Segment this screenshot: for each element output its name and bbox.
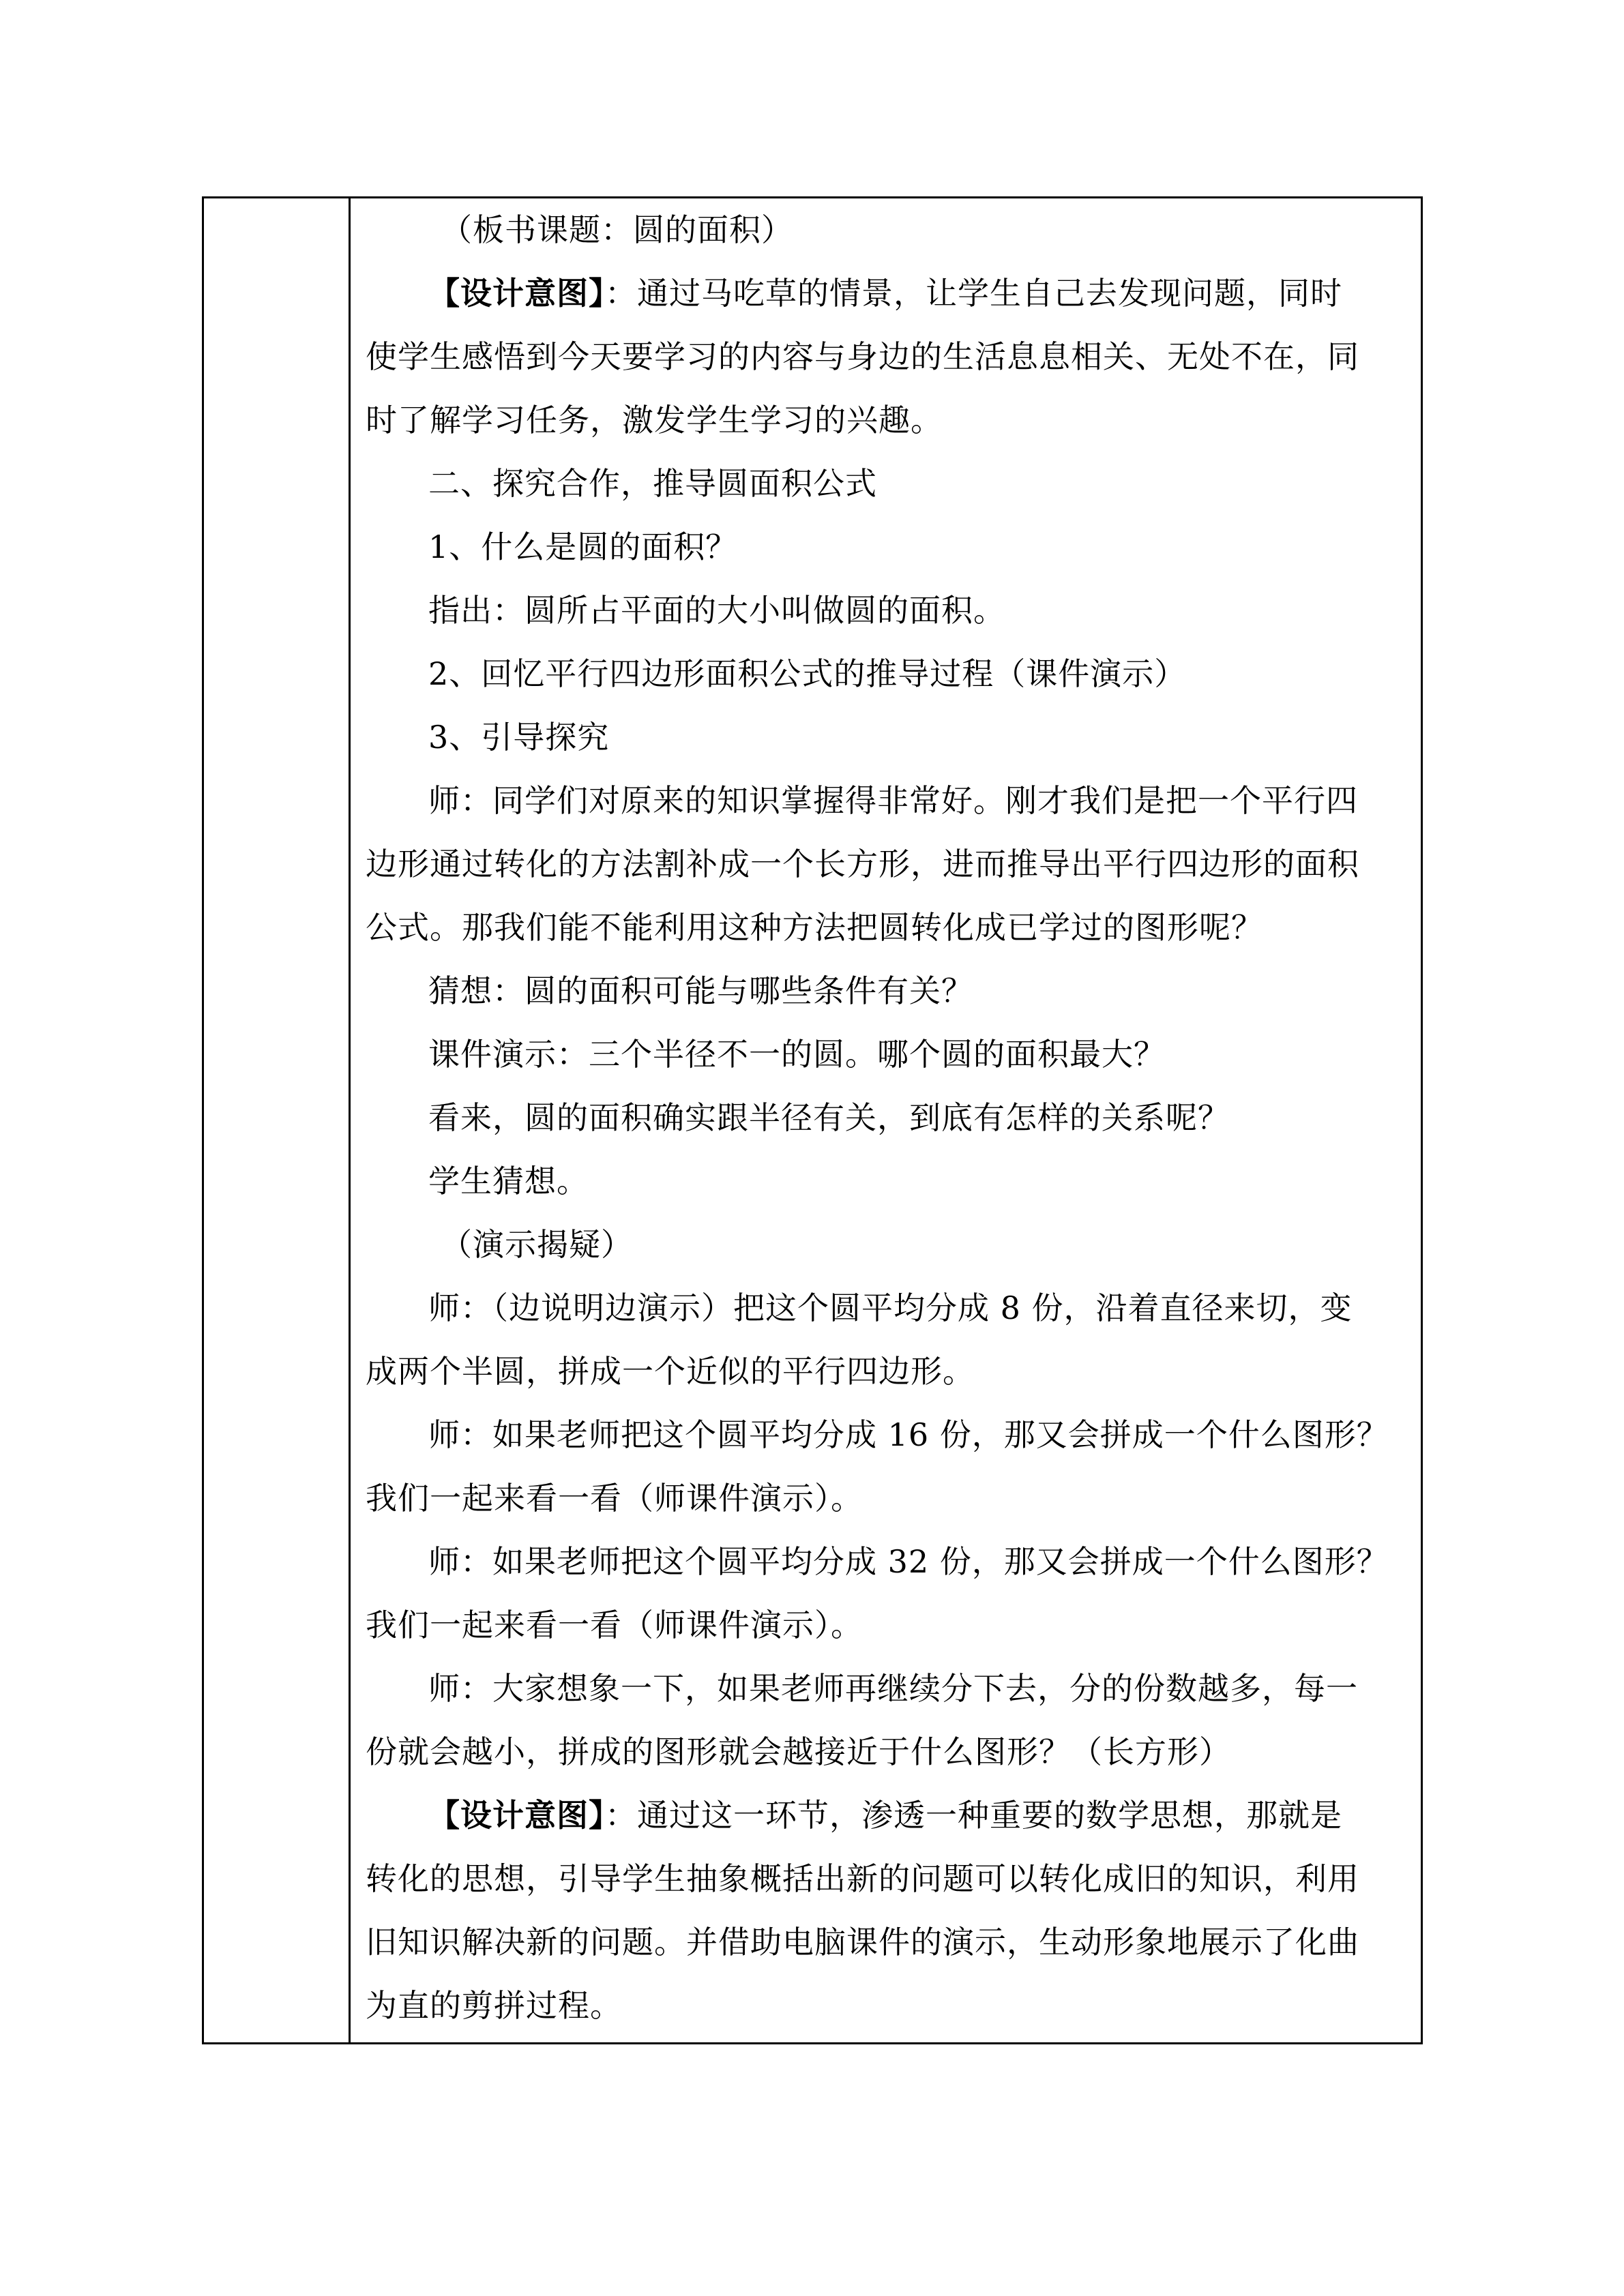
design-intent-label: 【设计意图】 [428, 275, 605, 312]
line-text: 为直的剪拼过程。 [366, 1987, 622, 2024]
text-line [366, 452, 1383, 516]
line-text: 师：大家想象一下，如果老师再继续分下去，分的份数越多，每一 [428, 1670, 1358, 1707]
line-text: 旧知识解决新的问题。并借助电脑课件的演示，生动形象地展示了化曲 [366, 1924, 1359, 1960]
line-text: （板书课题：圆的面积） [441, 211, 793, 248]
line-text: 师：如果老师把这个圆平均分成 16 份，那又会拼成一个什么图形？ [428, 1416, 1389, 1453]
text-line [366, 1974, 1383, 2038]
text-line [366, 579, 1383, 642]
line-text: 二、探究合作，推导圆面积公式 [428, 465, 877, 502]
text-line [366, 1784, 1383, 1847]
text-line [366, 1213, 1383, 1277]
text-line [366, 198, 1383, 262]
text-line [366, 833, 1383, 896]
text-line [366, 1150, 1383, 1213]
line-text: 1、什么是圆的面积？ [428, 528, 738, 565]
line-text: 学生猜想。 [428, 1163, 589, 1199]
text-line [366, 516, 1383, 579]
content-cell [351, 198, 1421, 2042]
line-text: 我们一起来看一看（师课件演示）。 [366, 1607, 863, 1643]
line-text: 课件演示：三个半径不一的圆。哪个圆的面积最大？ [428, 1036, 1166, 1073]
text-line [366, 389, 1383, 452]
line-text: ：通过这一环节，渗透一种重要的数学思想，那就是 [605, 1797, 1342, 1834]
line-text: 使学生感悟到今天要学习的内容与身边的生活息息相关、无处不在，同 [366, 338, 1359, 375]
line-text: 成两个半圆，拼成一个近似的平行四边形。 [366, 1353, 975, 1390]
line-text: 猜想：圆的面积可能与哪些条件有关？ [428, 972, 973, 1009]
lesson-table [202, 196, 1423, 2044]
line-text: 我们一起来看一看（师课件演示）。 [366, 1480, 863, 1517]
text-line [366, 1023, 1383, 1086]
text-line [366, 1594, 1383, 1657]
line-text: 师：同学们对原来的知识掌握得非常好。刚才我们是把一个平行四 [428, 782, 1358, 819]
line-text: 2、回忆平行四边形面积公式的推导过程（课件演示） [428, 655, 1187, 692]
text-line [366, 1277, 1383, 1340]
text-line [366, 1467, 1383, 1530]
line-text: 看来，圆的面积确实跟半径有关，到底有怎样的关系呢？ [428, 1099, 1230, 1136]
line-text: 师：如果老师把这个圆平均分成 32 份，那又会拼成一个什么图形？ [428, 1543, 1389, 1580]
text-line [366, 1530, 1389, 1594]
text-line [366, 959, 1383, 1023]
line-text: 3、引导探究 [428, 719, 610, 756]
text-line [366, 896, 1383, 959]
line-text: 转化的思想，引导学生抽象概括出新的问题可以转化成旧的知识，利用 [366, 1860, 1359, 1897]
text-line [366, 1657, 1383, 1720]
left-column-cell [204, 198, 349, 2042]
text-line [366, 262, 1383, 325]
text-line [366, 1720, 1383, 1784]
text-line [366, 706, 1383, 769]
line-text: （演示揭疑） [441, 1226, 633, 1263]
text-line [366, 1403, 1389, 1467]
text-line [366, 642, 1383, 706]
line-text: 份就会越小，拼成的图形就会越接近于什么图形？（长方形） [366, 1733, 1231, 1770]
text-line [366, 1086, 1383, 1150]
line-text: ：通过马吃草的情景，让学生自己去发现问题，同时 [605, 275, 1342, 312]
text-line [366, 1847, 1383, 1911]
line-text: 师：（边说明边演示）把这个圆平均分成 8 份，沿着直径来切，变 [428, 1289, 1353, 1326]
design-intent-label: 【设计意图】 [428, 1797, 605, 1834]
text-line [366, 1911, 1383, 1974]
text-line [366, 769, 1383, 833]
text-line [366, 325, 1383, 389]
line-text: 时了解学习任务，激发学生学习的兴趣。 [366, 402, 943, 438]
line-text: 边形通过转化的方法割补成一个长方形，进而推导出平行四边形的面积 [366, 846, 1359, 882]
line-text: 指出：圆所占平面的大小叫做圆的面积。 [428, 592, 1005, 629]
line-text: 公式。那我们能不能利用这种方法把圆转化成已学过的图形呢？ [366, 909, 1263, 946]
text-line [366, 1340, 1383, 1403]
